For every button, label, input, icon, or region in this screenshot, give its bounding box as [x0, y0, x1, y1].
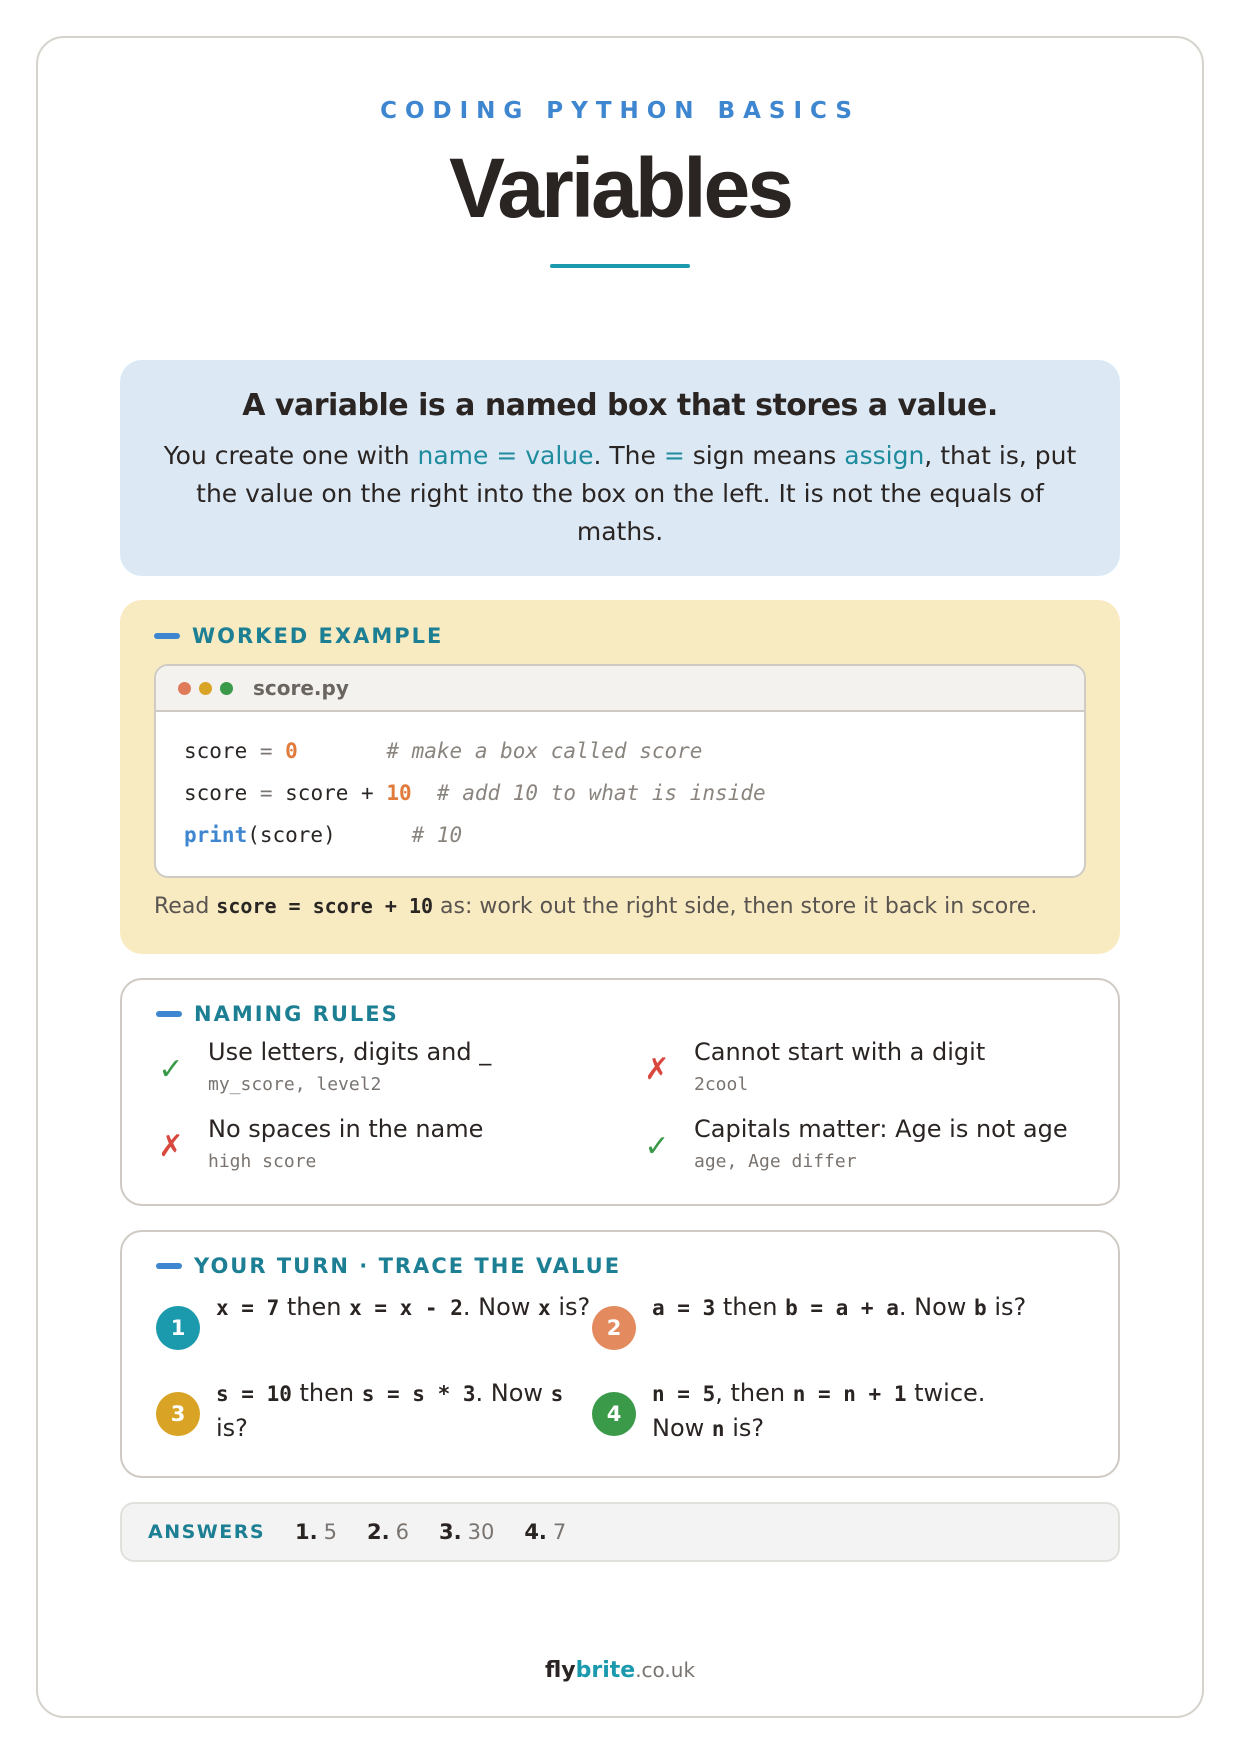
code-comment: # 10	[411, 823, 463, 847]
question-text-part: , then	[715, 1379, 793, 1407]
question-code: n	[711, 1417, 725, 1441]
question-item	[156, 1290, 596, 1366]
answer-item	[367, 1520, 409, 1544]
worked-example-section	[120, 600, 1120, 954]
your-turn-label-text: YOUR TURN · TRACE THE VALUE	[194, 1254, 622, 1278]
rule-text: Capitals matter: Age is not age	[694, 1115, 1068, 1143]
code-token: =	[247, 781, 286, 805]
question-text-part: . Now	[475, 1379, 551, 1407]
worked-example-label-text: WORKED EXAMPLE	[192, 624, 444, 648]
code-token	[298, 739, 387, 763]
worked-example-note	[154, 894, 1086, 919]
rule-item	[156, 1115, 616, 1191]
brand-brite: brite	[575, 1658, 636, 1683]
naming-rules-label-text: NAMING RULES	[194, 1002, 399, 1026]
question-code: x = x - 2	[349, 1296, 463, 1320]
question-code: n = n + 1	[792, 1382, 907, 1406]
question-number-badge: 4	[592, 1392, 636, 1436]
code-token: 10	[386, 781, 412, 805]
question-code: x	[538, 1296, 551, 1320]
question-text	[216, 1376, 596, 1445]
code-line	[184, 814, 1056, 856]
window-dot-icon	[199, 682, 212, 695]
rule-text: No spaces in the name	[208, 1115, 484, 1143]
note-code: score = score + 10	[216, 894, 434, 918]
code-token	[412, 781, 437, 805]
code-comment: # make a box called score	[386, 739, 703, 763]
question-item	[592, 1290, 1032, 1366]
check-icon: ✓	[644, 1129, 670, 1164]
question-text-part: is?	[724, 1414, 765, 1442]
question-code: s = 10	[216, 1382, 292, 1406]
answers-bar	[120, 1502, 1120, 1562]
definition-text-part: , that is, put the value on the right into the box on the left. It is not the equals of maths.	[196, 441, 1077, 546]
question-code: b = a + a	[785, 1296, 899, 1320]
rule-example: my_score, level2	[208, 1074, 382, 1095]
answer-value: 7	[552, 1520, 567, 1544]
code-filename: score.py	[253, 676, 349, 700]
rule-item	[156, 1038, 616, 1114]
definition-text-part: You create one with	[163, 441, 418, 470]
question-text	[216, 1290, 596, 1325]
question-text-part: then	[279, 1293, 350, 1321]
brand-fly: fly	[544, 1658, 576, 1683]
question-number-badge: 3	[156, 1392, 200, 1436]
code-comment: # add 10 to what is inside	[436, 781, 766, 805]
window-dot-icon	[178, 682, 191, 695]
answer-number: 2.	[367, 1520, 390, 1544]
rule-item	[642, 1115, 1102, 1191]
question-number-badge: 2	[592, 1306, 636, 1350]
code-token: score	[184, 739, 248, 763]
question-code: n = 5	[652, 1382, 716, 1406]
code-keyword: print	[184, 823, 248, 847]
question-text	[652, 1376, 1032, 1446]
question-code: a = 3	[652, 1296, 716, 1320]
question-text-part: . Now	[462, 1293, 539, 1321]
note-text: Read	[154, 894, 217, 919]
rule-item	[642, 1038, 1102, 1114]
answers-label: ANSWERS	[148, 1521, 266, 1543]
question-text-part: twice. Now	[652, 1379, 986, 1442]
definition-text-part: sign means	[684, 441, 845, 470]
label-dash	[156, 1011, 182, 1017]
eyebrow-label: CODING PYTHON BASICS	[380, 98, 860, 124]
answer-item	[295, 1520, 337, 1544]
window-dot-icon	[220, 682, 233, 695]
brand-domain: .co.uk	[635, 1658, 696, 1682]
your-turn-label	[156, 1254, 1084, 1278]
rule-text: Cannot start with a digit	[694, 1038, 986, 1066]
rules-grid	[156, 1038, 1084, 1198]
code-line	[184, 730, 1056, 772]
cross-icon: ✗	[644, 1052, 670, 1087]
code-window-titlebar	[156, 666, 1084, 712]
questions-grid	[156, 1290, 1084, 1470]
answer-item	[524, 1520, 566, 1544]
question-text	[652, 1290, 1032, 1325]
code-body	[156, 712, 1084, 856]
question-text-part: then	[291, 1379, 362, 1407]
question-code: s = s * 3	[361, 1382, 476, 1406]
definition-code-assign: assign	[844, 441, 925, 470]
rule-example: age, Age differ	[694, 1151, 857, 1172]
definition-box	[120, 360, 1120, 576]
worked-example-label	[154, 624, 1086, 648]
page-title: Variables	[449, 141, 791, 235]
cross-icon: ✗	[158, 1129, 184, 1164]
answer-value: 30	[467, 1520, 495, 1544]
code-token: score	[184, 781, 248, 805]
your-turn-section	[120, 1230, 1120, 1478]
question-code: s	[550, 1382, 564, 1406]
code-token: score +	[285, 781, 387, 805]
definition-code-equals: =	[663, 441, 685, 470]
question-item	[592, 1376, 1032, 1452]
answer-number: 4.	[524, 1520, 547, 1544]
footer-brand	[0, 1658, 1240, 1683]
question-text-part: then	[715, 1293, 786, 1321]
label-dash	[154, 633, 180, 639]
rule-example: high score	[208, 1151, 317, 1172]
question-code: b	[974, 1296, 987, 1320]
question-text-part: . Now	[898, 1293, 975, 1321]
definition-code-name-value: name = value	[417, 441, 594, 470]
title-underline	[550, 264, 690, 268]
answer-item	[439, 1520, 494, 1544]
code-token: 0	[285, 739, 298, 763]
question-text-part: is?	[550, 1293, 591, 1321]
naming-rules-section	[120, 978, 1120, 1206]
definition-text-part: . The	[593, 441, 664, 470]
note-text: as: work out the right side, then store it back in score.	[433, 894, 1038, 919]
answer-value: 6	[395, 1520, 409, 1544]
definition-text	[160, 437, 1080, 551]
question-item	[156, 1376, 596, 1452]
rule-example: 2cool	[694, 1074, 749, 1095]
answer-number: 3.	[438, 1520, 462, 1544]
question-number-badge: 1	[156, 1306, 200, 1350]
definition-heading: A variable is a named box that stores a value.	[242, 388, 998, 423]
code-line	[184, 772, 1056, 814]
rule-text: Use letters, digits and _	[208, 1038, 492, 1066]
answer-value: 5	[323, 1520, 338, 1544]
label-dash	[156, 1263, 182, 1269]
code-token: =	[247, 739, 286, 763]
code-token	[336, 823, 412, 847]
code-window	[154, 664, 1086, 878]
naming-rules-label	[156, 1002, 1084, 1026]
check-icon: ✓	[158, 1052, 184, 1087]
question-text-part: is?	[986, 1293, 1027, 1321]
answer-number: 1.	[295, 1520, 318, 1544]
code-token: (score)	[247, 823, 336, 847]
question-code: x = 7	[216, 1296, 280, 1320]
question-text-part: is?	[216, 1414, 248, 1442]
